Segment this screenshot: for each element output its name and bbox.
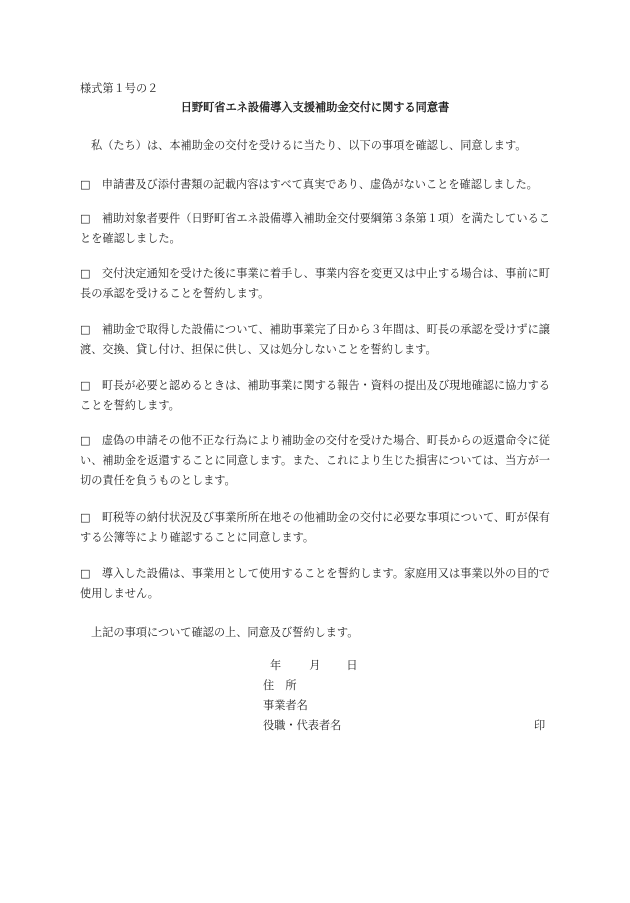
checkbox-3[interactable]: □ xyxy=(80,267,91,280)
checkbox-2[interactable]: □ xyxy=(80,212,91,225)
date-row xyxy=(263,656,358,676)
closing-statement: 上記の事項について確認の上、同意及び誓約します。 xyxy=(91,626,359,639)
consent-item-6 xyxy=(80,431,550,491)
consent-item-2-text: 補助対象者要件（日野町省エネ設備導入補助金交付要綱第３条第１項）を満たしていることを確認しました。 xyxy=(80,212,550,245)
consent-item-2 xyxy=(80,209,550,249)
consent-item-4 xyxy=(80,320,550,360)
consent-item-6-text: 虚偽の申請その他不正な行為により補助金の交付を受けた場合、町長からの返還命令に従い、補助金を返還することに同意します。また、これにより生じた損害については、当方が一切の責任を負うものとします。 xyxy=(80,434,550,487)
seal-mark: 印 xyxy=(534,719,546,732)
checkbox-6[interactable]: □ xyxy=(80,434,91,447)
date-month-label: 月 xyxy=(309,659,321,672)
consent-item-3-text: 交付決定通知を受けた後に事業に着手し、事業内容を変更又は中止する場合は、事前に町長の承認を受けることを誓約します。 xyxy=(80,267,550,300)
consent-item-4-text: 補助金で取得した設備について、補助事業完了日から３年間は、町長の承認を受けずに譲渡、交換、貸し付け、担保に供し、又は処分しないことを誓約します。 xyxy=(80,323,550,356)
checkbox-7[interactable]: □ xyxy=(80,511,91,524)
consent-item-7-text: 町税等の納付状況及び事業所所在地その他補助金の交付に必要な事項について、町が保有する公簿等により確認することに同意します。 xyxy=(80,511,550,544)
date-year-label: 年 xyxy=(270,659,282,672)
date-day-label: 日 xyxy=(346,659,358,672)
document-title: 日野町省エネ設備導入支援補助金交付に関する同意書 xyxy=(180,100,450,114)
representative-field-label: 役職・代表者名 xyxy=(263,719,342,732)
address-field-label: 住 所 xyxy=(263,679,297,692)
intro-paragraph: 私（たち）は、本補助金の交付を受けるに当たり、以下の事項を確認し、同意します。 xyxy=(91,139,527,152)
consent-item-8-text: 導入した設備は、事業用として使用することを誓約します。家庭用又は事業以外の目的で使用しません。 xyxy=(80,567,550,600)
consent-item-1 xyxy=(80,175,550,195)
checkbox-5[interactable]: □ xyxy=(80,379,91,392)
checkbox-1[interactable]: □ xyxy=(80,178,91,191)
consent-item-3 xyxy=(80,264,550,304)
consent-item-1-text: 申請書及び添付書類の記載内容はすべて真実であり、虚偽がないことを確認しました。 xyxy=(101,178,538,191)
business-name-field-label: 事業者名 xyxy=(263,699,308,712)
checkbox-4[interactable]: □ xyxy=(80,323,91,336)
checkbox-8[interactable]: □ xyxy=(80,567,91,580)
form-number: 様式第１号の２ xyxy=(80,82,159,95)
consent-item-5-text: 町長が必要と認めるときは、補助事業に関する報告・資料の提出及び現地確認に協力することを誓約します。 xyxy=(80,379,550,412)
consent-item-7 xyxy=(80,508,550,548)
consent-item-8 xyxy=(80,564,550,604)
consent-item-5 xyxy=(80,376,550,416)
